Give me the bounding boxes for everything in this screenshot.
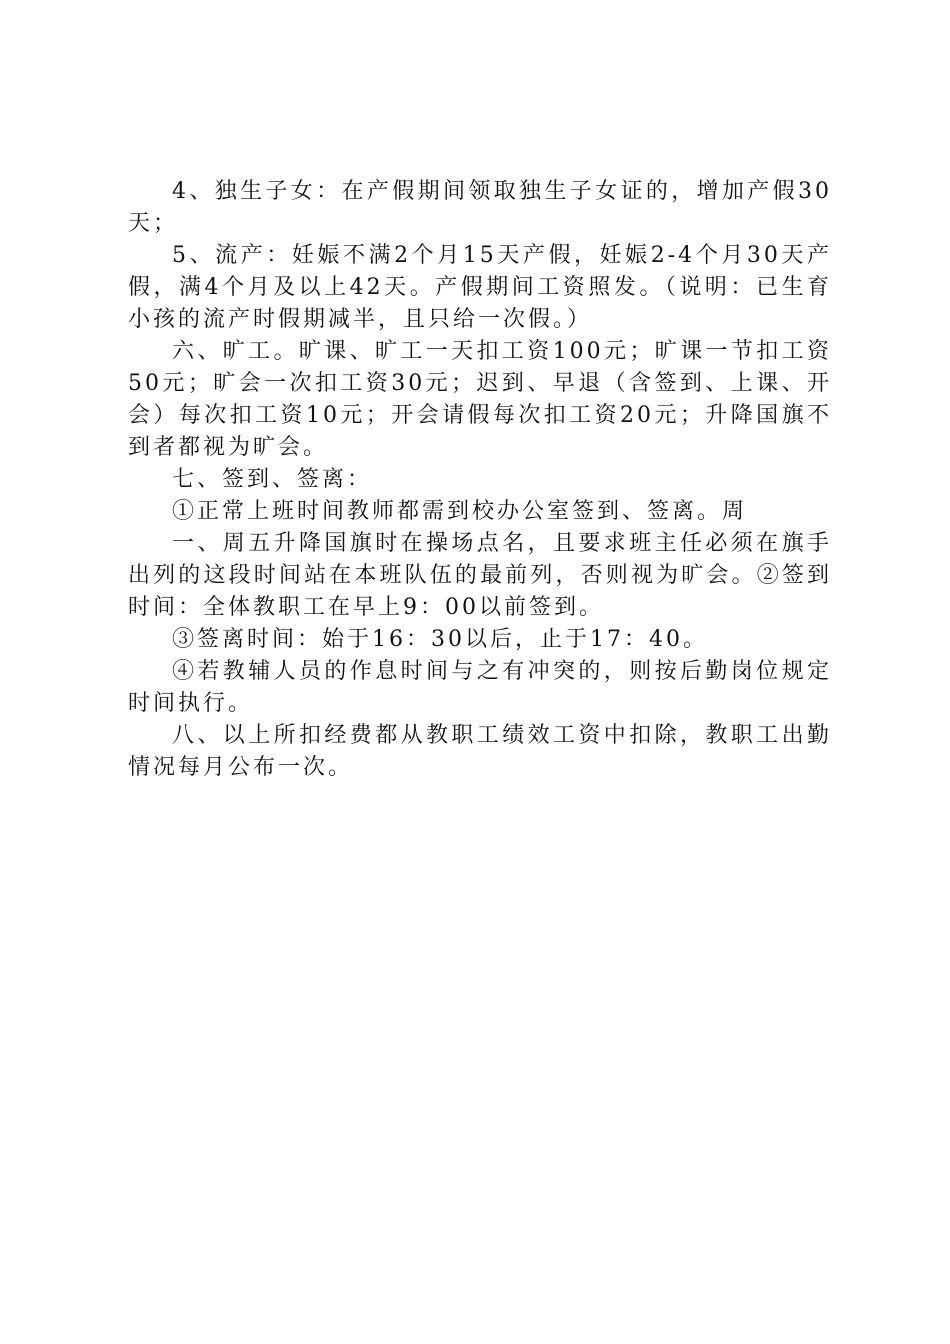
paragraph-support-staff: ④若教辅人员的作息时间与之有冲突的，则按后勤岗位规定时间执行。 bbox=[128, 659, 832, 716]
paragraph-only-child-leave: 4、独生子女：在产假期间领取独生子女证的，增加产假30天； bbox=[128, 179, 832, 236]
paragraph-sign-in-rule-1: ①正常上班时间教师都需到校办公室签到、签离。周 bbox=[172, 499, 748, 524]
paragraph-miscarriage-leave: 5、流产：妊娠不满2个月15天产假，妊娠2-4个月30天产假，满4个月及以上42天。产假期间工资照发。（说明：已生育小孩的流产时假期减半，且只给一次假。） bbox=[128, 243, 832, 332]
paragraph-flag-ceremony: 一、周五升降国旗时在操场点名，且要求班主任必须在旗手出列的这段时间站在本班队伍的最前列，否则视为旷会。②签到时间：全体教职工在早上9：00以前签到。 bbox=[128, 531, 832, 620]
paragraph-deductions: 八、以上所扣经费都从教职工绩效工资中扣除，教职工出勤情况每月公布一次。 bbox=[128, 723, 832, 780]
paragraph-sign-out-time: ③签离时间：始于16：30以后，止于17：40。 bbox=[172, 627, 708, 652]
paragraph-absenteeism: 六、旷工。旷课、旷工一天扣工资100元；旷课一节扣工资50元；旷会一次扣工资30元；迟到、早退（含签到、上课、开会）每次扣工资10元；开会请假每次扣工资20元；升降国旗不到者都视为旷会。 bbox=[128, 339, 832, 460]
paragraph-sign-in-heading: 七、签到、签离： bbox=[172, 467, 373, 492]
document-body bbox=[128, 176, 832, 784]
